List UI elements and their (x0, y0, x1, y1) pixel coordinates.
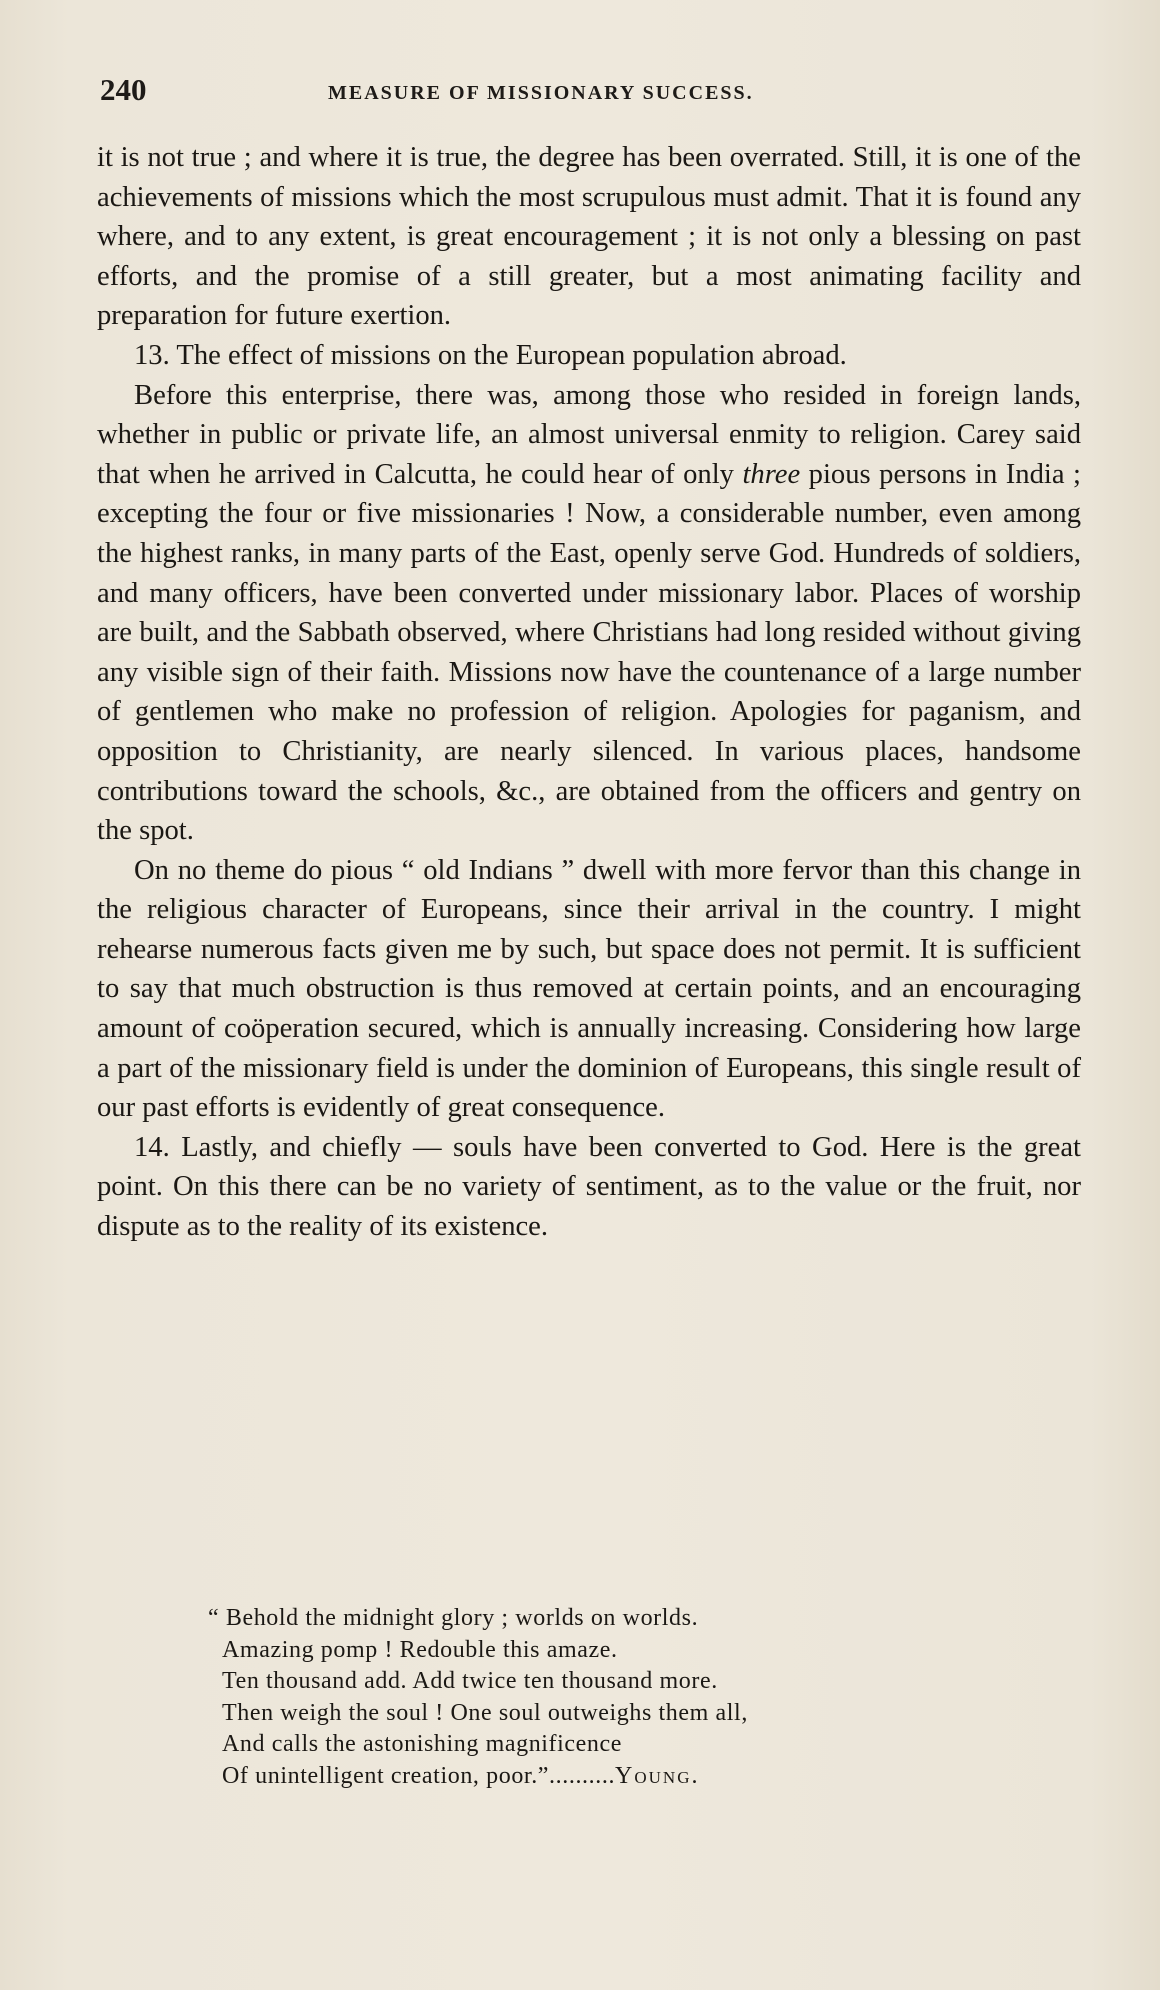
poem-attribution: Young. (615, 1762, 700, 1789)
poem-line: Amazing pomp ! Redouble this amaze. (222, 1636, 618, 1663)
poem-line: Then weigh the soul ! One soul outweighs them all, (222, 1699, 748, 1726)
poem-last-line-text: Of unintelligent creation, poor.”.......... (222, 1762, 616, 1789)
paragraph-continuation: it is not true ; and where it is true, the degree has been overrated. Still, it is one of the achievements of missions which the most scrupulous must admit. That it is found any where, and to any extent, is great encouragement ; it is not only a blessing on past efforts, and the promise of a still greater, but a most animating facility and preparation for future exertion. (97, 142, 1081, 332)
paragraph-europeans-abroad (97, 376, 1081, 851)
page-number: 240 (100, 72, 147, 107)
italic-word: three (742, 458, 801, 490)
paragraph-text-part: Before this enterprise, there was, among those who resided in foreign lands, whether in public or private life, an almost universal enmity to religion. Carey said that when he arrived in Calcutta, he could hear of only (97, 379, 1081, 490)
paragraph-section-14: 14. Lastly, and chiefly — souls have been converted to God. Here is the great point. On this there can be no variety of sentiment, as to the value or the fruit, nor dispute as to the reality of its existence. (97, 1131, 1081, 1243)
paragraph-section-13: 13. The effect of missions on the European population abroad. (134, 339, 847, 371)
poem-line: And calls the astonishing magnificence (222, 1731, 623, 1757)
paragraph-text-part: pious persons in India ; excepting the four or five missionaries ! Now, a considerable number, even among the highest ranks, in many parts of the East, openly serve God. Hundreds of soldiers, and many officers, have been converted under missionary labor. Places of worship are built, and the Sabbath observed, where Christians had long resided without giving any visible sign of their faith. Missions now have the countenance of a large number of gentlemen who make no profession of religion. Apologies for paganism, and opposition to Christianity, are nearly silenced. In various places, handsome contributions toward the schools, &c., are obtained from the officers and gentry on the spot. (97, 458, 1081, 847)
poem-line-last (222, 1761, 1002, 1793)
page-header (100, 72, 1080, 112)
poem-quotation (208, 1603, 1002, 1792)
paragraph-old-indians: On no theme do pious “ old Indians ” dwell with more fervor than this change in the religious character of Europeans, since their arrival in the country. I might rehearse numerous facts given me by such, but space does not permit. It is sufficient to say that much obstruction is thus removed at certain points, and an encouraging amount of coöperation secured, which is annually increasing. Considering how large a part of the missionary field is under the dominion of Europeans, this single result of our past efforts is evidently of great consequence. (97, 854, 1081, 1124)
body-text (97, 138, 1081, 1247)
running-head: MEASURE OF MISSIONARY SUCCESS. (328, 82, 754, 104)
poem-line: “ Behold the midnight glory ; worlds on worlds. (208, 1605, 699, 1631)
poem-line: Ten thousand add. Add twice ten thousand more. (222, 1668, 718, 1694)
